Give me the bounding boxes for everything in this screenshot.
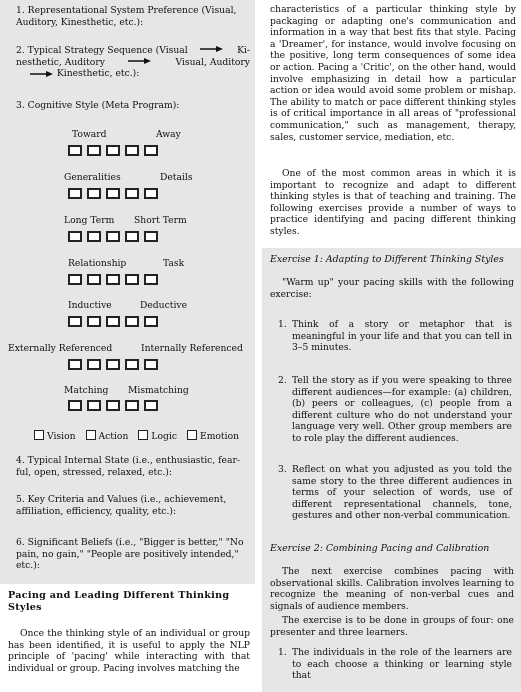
- rating-box[interactable]: [87, 400, 101, 411]
- style-checkbox-row: [34, 430, 239, 442]
- rating-box[interactable]: [125, 231, 139, 242]
- question-2: [16, 45, 250, 80]
- rating-box[interactable]: [106, 400, 120, 411]
- item-text: Think of a story or metaphor that is meaningful in your life and that you can tell in 3–5 minutes.: [292, 319, 512, 354]
- item-text: Reflect on what you adjusted as you told the same story to the three different audiences in terms of your selection of words, use of different representational channels, tone, gestures and other non-verbal communication.: [292, 464, 512, 522]
- rating-box[interactable]: [144, 188, 158, 199]
- rating-boxes: [68, 231, 158, 242]
- checkbox-logic[interactable]: [138, 430, 177, 442]
- pacing-section: [0, 584, 255, 692]
- pair-label-left: Inductive: [68, 300, 112, 311]
- exercise-2-box: [262, 538, 521, 692]
- question-4: 4. Typical Internal State (i.e., enthusiastic, fear-ful, open, stressed, relaxed, etc.):: [16, 455, 240, 478]
- pair-label-left: Relationship: [68, 258, 127, 269]
- item-text: The individuals in the role of the learners are to each choose a thinking or learning style that: [292, 647, 512, 682]
- checkbox-label: Vision: [47, 431, 76, 442]
- exercise-1-item: [278, 375, 512, 445]
- exercise-1-intro: "Warm up" your pacing skills with the following exercise:: [270, 277, 514, 300]
- checkbox-icon: [187, 430, 197, 440]
- exercise-1-item: [278, 319, 512, 354]
- rating-box[interactable]: [106, 231, 120, 242]
- exercise-2-item: [278, 647, 512, 682]
- pair-label-left: Externally Referenced: [8, 343, 113, 354]
- item-number: 1.: [278, 319, 287, 330]
- rating-box[interactable]: [68, 359, 82, 370]
- pair-label-right: Mismatching: [128, 385, 189, 396]
- rating-box[interactable]: [87, 359, 101, 370]
- item-text: Tell the story as if you were speaking to three different audiences—for example: (a) children, (b) peers or colleagues, (c) people from a different culture who do not understand your language very well. Other group members are to role play the different audiences.: [292, 375, 512, 444]
- rating-box[interactable]: [68, 231, 82, 242]
- arrow-right-icon: [128, 57, 152, 65]
- rating-box[interactable]: [106, 274, 120, 285]
- rating-boxes: [68, 274, 158, 285]
- rating-box[interactable]: [106, 145, 120, 156]
- right-text-column: [262, 0, 521, 692]
- left-worksheet-column: [0, 0, 255, 692]
- pair-label-left: Generalities: [64, 172, 121, 183]
- rating-box[interactable]: [144, 316, 158, 327]
- arrow-right-icon: [200, 45, 224, 53]
- paragraph-2: One of the most common areas in which it is important to recognize and adapt to different thinking styles is that of teaching and training. The following exercises provide a number of ways to practice identifying and pacing different thinking styles.: [270, 168, 516, 237]
- rating-box[interactable]: [125, 145, 139, 156]
- rating-boxes: [68, 188, 158, 199]
- rating-box[interactable]: [125, 400, 139, 411]
- pair-label-right: Deductive: [140, 300, 188, 311]
- section-heading: Pacing and Leading Different Thinking Styles: [8, 590, 230, 613]
- question-2-text-e: Kinesthetic, etc.):: [56, 68, 140, 80]
- rating-box[interactable]: [68, 145, 82, 156]
- question-1: 1. Representational System Preference (Visual, Auditory, Kinesthetic, etc.):: [16, 5, 237, 28]
- rating-box[interactable]: [106, 316, 120, 327]
- item-number: 3.: [278, 464, 287, 475]
- intro-paragraph: Once the thinking style of an individual or group has been identified, it is useful to apply the NLP principle of 'pacing' while interacting with that individual or group. Pacing involves matching the: [8, 628, 250, 674]
- question-2-text-d: Visual, Auditory: [175, 56, 250, 68]
- rating-boxes: [68, 316, 158, 327]
- rating-box[interactable]: [144, 359, 158, 370]
- rating-box[interactable]: [68, 400, 82, 411]
- rating-box[interactable]: [87, 188, 101, 199]
- rating-box[interactable]: [144, 400, 158, 411]
- rating-boxes: [68, 359, 158, 370]
- paragraph-1: characteristics of a particular thinking style by packaging or adapting one's communication and information in a way that best fits that style. Pacing a 'Dreamer', for instance, would involve focusing on the positive, long term consequences of some idea or action. Pacing a 'Critic', on the other hand, would involve emphasizing in detail how a particular action or idea would avoid some problem or mishap. The ability to match or pace different thinking styles is of critical importance in all areas of "professional communication," such as management, therapy, sales, customer service, mediation, etc.: [270, 4, 516, 143]
- pair-label-right: Task: [163, 258, 185, 269]
- rating-box[interactable]: [125, 188, 139, 199]
- pair-label-right: Away: [156, 129, 181, 140]
- rating-box[interactable]: [87, 231, 101, 242]
- exercise-2-title: Exercise 2: Combining Pacing and Calibration: [270, 543, 490, 554]
- pair-label-right: Internally Referenced: [141, 343, 243, 354]
- pair-label-right: Details: [160, 172, 193, 183]
- rating-boxes: [68, 145, 158, 156]
- rating-box[interactable]: [68, 316, 82, 327]
- pair-label-left: Long Term: [64, 215, 115, 226]
- rating-box[interactable]: [68, 188, 82, 199]
- exercise-1-item: [278, 464, 512, 522]
- rating-box[interactable]: [87, 145, 101, 156]
- question-5: 5. Key Criteria and Values (i.e., achievement, affiliation, efficiency, quality, etc.):: [16, 494, 227, 517]
- checkbox-emotion[interactable]: [187, 430, 239, 442]
- arrow-right-icon: [30, 70, 54, 78]
- exercise-1-title: Exercise 1: Adapting to Different Thinking Styles: [270, 254, 504, 265]
- checkbox-label: Logic: [151, 431, 177, 442]
- question-2-text-c: nesthetic, Auditory: [16, 56, 105, 68]
- checkbox-label: Action: [98, 431, 129, 442]
- rating-box[interactable]: [144, 231, 158, 242]
- question-6: 6. Significant Beliefs (i.e., "Bigger is better," "No pain, no gain," "People are positively intended," etc.):: [16, 537, 244, 572]
- rating-boxes: [68, 400, 158, 411]
- checkbox-label: Emotion: [199, 431, 240, 442]
- pair-label-left: Toward: [72, 129, 107, 140]
- rating-box[interactable]: [87, 316, 101, 327]
- item-number: 1.: [278, 647, 287, 658]
- exercise-1-box: [262, 248, 521, 538]
- question-2-text-a: 2. Typical Strategy Sequence (Visual: [16, 45, 188, 56]
- rating-box[interactable]: [125, 316, 139, 327]
- item-number: 2.: [278, 375, 287, 386]
- rating-box[interactable]: [144, 145, 158, 156]
- pair-label-left: Matching: [64, 385, 109, 396]
- checkbox-icon: [86, 430, 96, 440]
- question-3: 3. Cognitive Style (Meta Program):: [16, 100, 180, 111]
- rating-box[interactable]: [125, 359, 139, 370]
- rating-box[interactable]: [87, 274, 101, 285]
- rating-box[interactable]: [144, 274, 158, 285]
- rating-box[interactable]: [106, 359, 120, 370]
- checkbox-action[interactable]: [86, 430, 129, 442]
- rating-box[interactable]: [125, 274, 139, 285]
- exercise-2-paragraph-1: The next exercise combines pacing with observational skills. Calibration involves learning to recognize the meaning of non-verbal cues and signals of audience members.: [270, 566, 514, 612]
- exercise-2-paragraph-2: The exercise is to be done in groups of four: one presenter and three learners.: [270, 615, 514, 638]
- question-2-text-b: Ki-: [237, 45, 250, 56]
- pair-label-right: Short Term: [134, 215, 187, 226]
- checkbox-icon: [34, 430, 44, 440]
- checkbox-vision[interactable]: [34, 430, 76, 442]
- rating-box[interactable]: [68, 274, 82, 285]
- checkbox-icon: [138, 430, 148, 440]
- rating-box[interactable]: [106, 188, 120, 199]
